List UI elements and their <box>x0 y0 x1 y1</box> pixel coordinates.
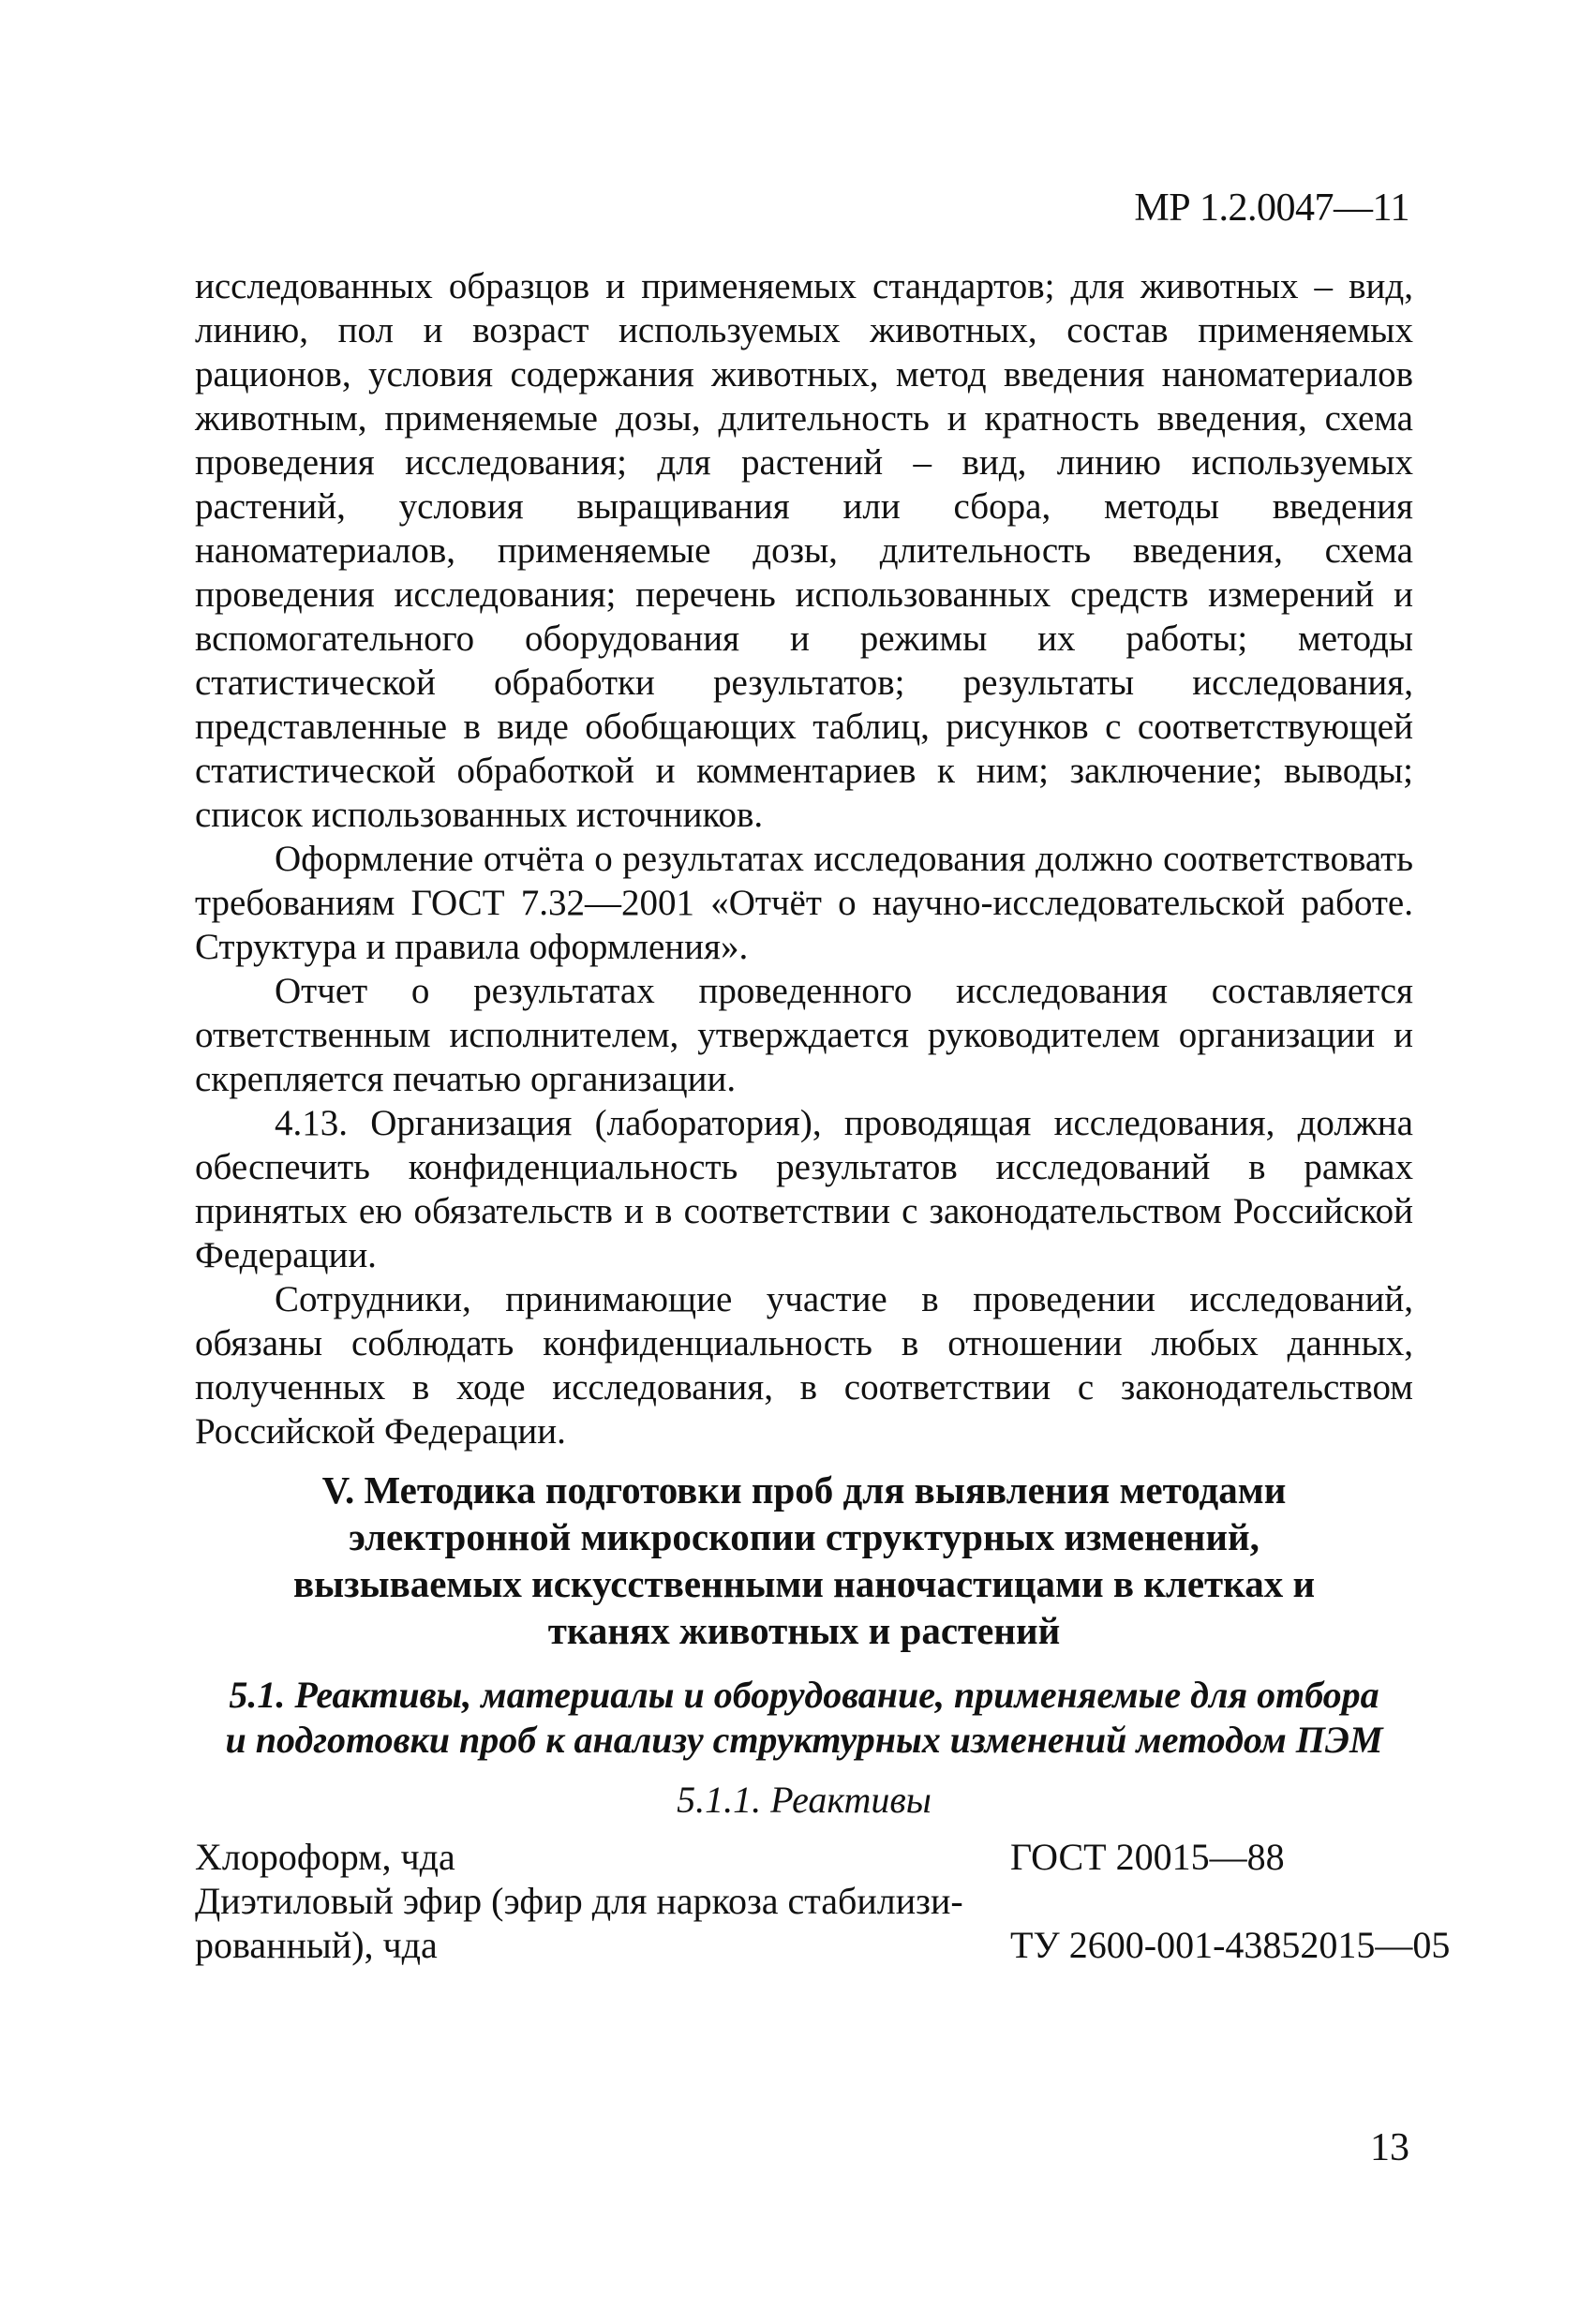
section-heading-line: электронной микроскопии структурных изменений, <box>349 1515 1260 1558</box>
subsection-heading-line: 5.1. Реактивы, материалы и оборудование, применяемые для отбора <box>229 1674 1379 1716</box>
section-heading <box>195 1467 1413 1654</box>
reagents-list <box>195 1835 1469 1967</box>
section-heading-line: вызываемых искусственными наночастицами в клетках и <box>292 1562 1316 1605</box>
section-heading-line: V. Методика подготовки проб для выявления методами <box>321 1468 1287 1512</box>
reagent-name-line: рованный), чда <box>195 1924 438 1966</box>
reagent-row <box>195 1879 1469 1967</box>
reagent-name <box>195 1835 1010 1879</box>
section-heading-line: тканях животных и растений <box>547 1609 1061 1652</box>
subsubsection-heading: 5.1.1. Реактивы <box>677 1779 932 1821</box>
paragraph-report-approval: Отчет о результатах проведенного исследования составляется ответственным исполнителем, утверждается руководителем организации и скрепляется печатью организации. <box>195 971 1413 1099</box>
subsection-heading-line: и подготовки проб к анализу структурных изменений методом ПЭМ <box>225 1719 1383 1761</box>
paragraph-confidentiality-clause: 4.13. Организация (лаборатория), проводящая исследования, должна обеспечить конфиденциальность результатов исследований в рамках принятых ею обязательств и в соответствии с законодательством Российской Федерации. <box>195 1103 1413 1275</box>
reagent-name-line: Хлороформ, чда <box>195 1836 455 1878</box>
document-code: МР 1.2.0047—11 <box>1134 186 1409 230</box>
reagent-name <box>195 1879 1010 1967</box>
body-text <box>195 264 1413 1453</box>
reagent-name-line: Диэтиловый эфир (эфир для наркоза стабилизи- <box>195 1880 963 1922</box>
paragraph-continuation: исследованных образцов и применяемых стандартов; для животных – вид, линию, пол и возраст используемых животных, состав применяемых рационов, условия содержания животных, метод введения наноматериалов животным, применяемые дозы, длительность и кратность введения, схема проведения исследования; для растений – вид, линию используемых растений, условия выращивания или сбора, методы введения наноматериалов, применяемые дозы, длительность введения, схема проведения исследования; перечень использованных средств измерений и вспомогательного оборудования и режимы их работы; методы статистической обработки результатов; результаты исследования, представленные в виде обобщающих таблиц, рисунков с соответствующей статистической обработкой и комментариев к ним; заключение; выводы; список использованных источников. <box>195 266 1413 835</box>
reagent-row <box>195 1835 1469 1879</box>
page-number: 13 <box>1370 2126 1409 2169</box>
subsection-heading <box>195 1673 1413 1763</box>
reagent-standard: ГОСТ 20015—88 <box>1010 1836 1285 1878</box>
paragraph-staff-confidentiality: Сотрудники, принимающие участие в проведении исследований, обязаны соблюдать конфиденциальность в отношении любых данных, полученных в ходе исследования, в соответствии с законодательством Российской Федерации. <box>195 1279 1413 1452</box>
reagent-standard: ТУ 2600-001-43852015—05 <box>1010 1924 1451 1966</box>
paragraph-report-format: Оформление отчёта о результатах исследования должно соответствовать требованиям ГОСТ 7.32—2001 «Отчёт о научно-исследовательской работе. Структура и правила оформления». <box>195 839 1413 967</box>
